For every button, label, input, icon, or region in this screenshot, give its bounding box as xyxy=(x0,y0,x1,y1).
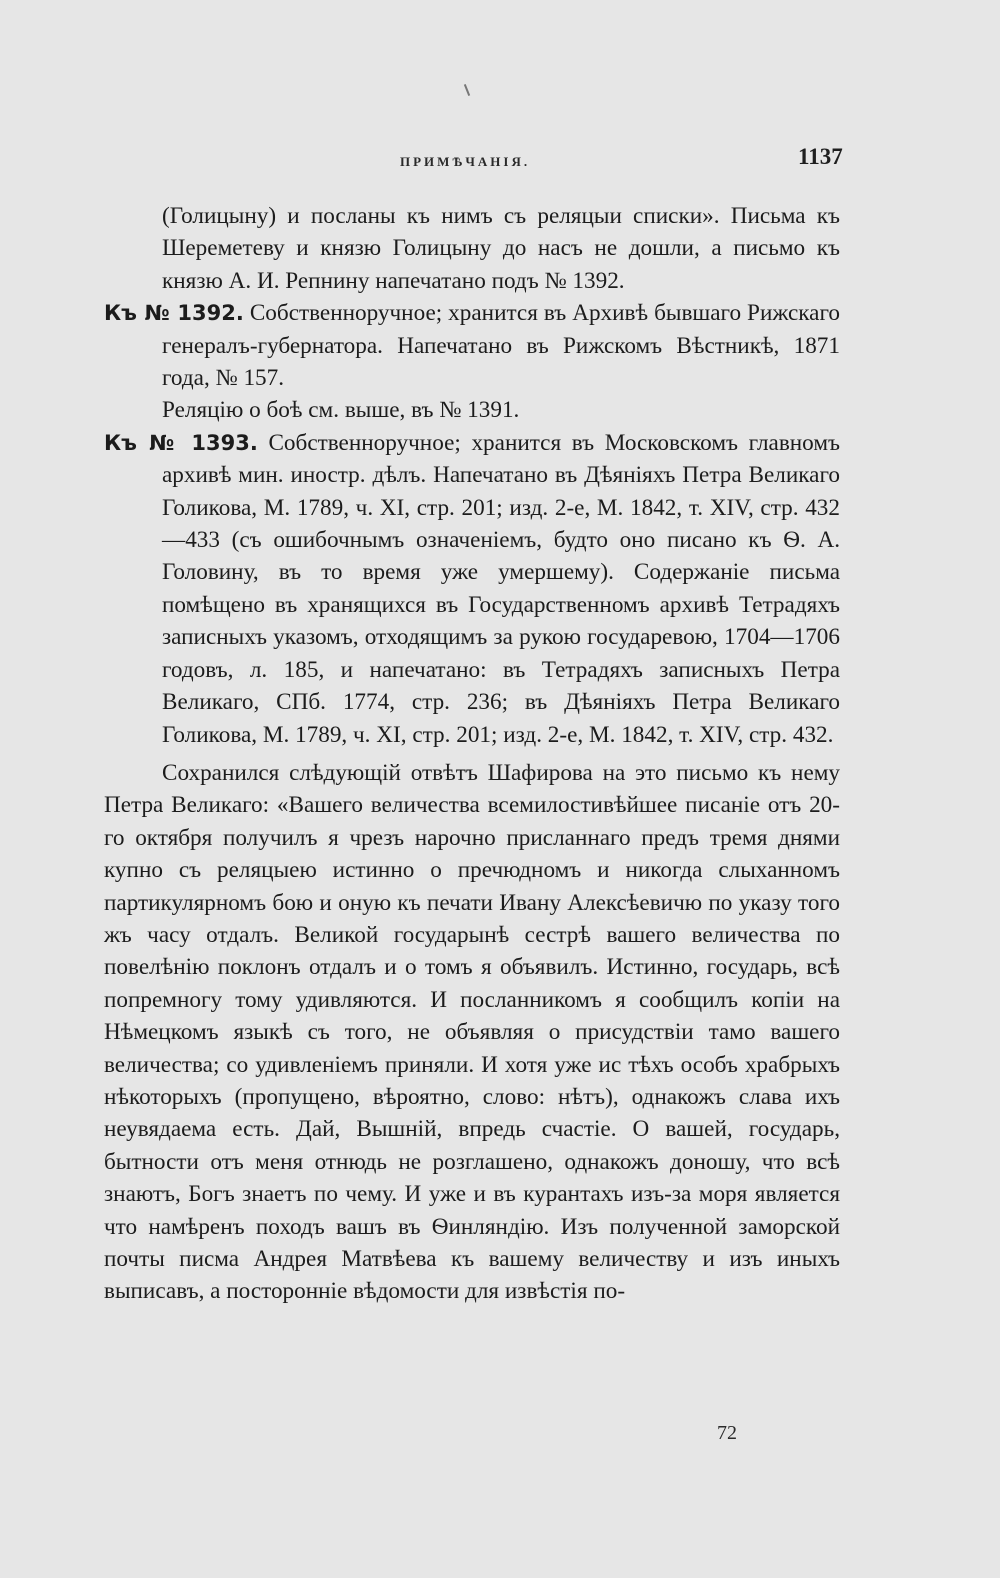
entry-1393 xyxy=(104,427,840,751)
entry-text: Собственноручное; хранится въ Московскомъ главномъ архивѣ мин. иностр. дѣлъ. Напечатано въ Дѣяніяхъ Петра Великаго Голикова, М. 1789, ч. XI, стр. 201; изд. 2-е, М. 1842, т. XIV, стр. 432—433 (съ ошибочнымъ означеніемъ, будто оно писано къ Ѳ. А. Головину, въ то время уже умершему). Содержаніе письма помѣщено въ хранящихся въ Государственномъ архивѣ Тетрадяхъ записныхъ указомъ, отходящимъ за рукою государевою, 1704—1706 годовъ, л. 185, и напечатано: въ Тетрадяхъ записныхъ Петра Великаго, СПб. 1774, стр. 236; въ Дѣяніяхъ Петра Великаго Голикова, М. 1789, ч. XI, стр. 201; изд. 2-е, М. 1842, т. XIV, стр. 432. xyxy=(162,429,840,748)
entry-ref: Къ № 1393. xyxy=(104,430,258,455)
paragraph-relation: Реляцію о боѣ см. выше, въ № 1391. xyxy=(162,397,520,424)
paragraph-shafirov-reply: Сохранился слѣдующій отвѣтъ Шафирова на это письмо къ нему Петра Великаго: «Вашего величества всемилостивѣйшее писаніе отъ 20-го октября получилъ я чрезъ нарочно присланнаго предъ тремя днями купно съ реляцыею истинно о пречюдномъ и никогда слыханномъ партикулярномъ бою и оную къ печати Ивану Алексѣевичю по указу того жъ часу отдалъ. Великой государынѣ сестрѣ вашего величества по повелѣнію поклонъ отдалъ и о томъ я объявилъ. Истинно, государь, всѣ попремногу тому удивляются. И посланникомъ я сообщилъ копіи на Нѣмецкомъ языкѣ съ того, не объявляя о присудствіи тамо вашего величества; со удивленіемъ приняли. И хотя уже ис тѣхъ особъ храбрыхъ нѣкоторыхъ (пропущено, вѣроятно, слово: нѣтъ), однакожъ слава ихъ неувядаема есть. Дай, Вышній, впредь счастіе. О вашей, государь, бытности отъ меня отнюдь не розглашено, однакожъ доношу, что всѣ знаютъ, Богъ знаетъ по чему. И уже и въ курантахъ изъ-за моря является что намѣренъ походъ вашъ въ Ѳинляндію. Изъ полученной заморской почты писма Андрея Матвѣева къ вашему величеству и изъ иныхъ выписавъ, а посторонніе вѣдомости для извѣстія по- xyxy=(104,759,840,1305)
entry-1392 xyxy=(104,297,840,394)
body-text xyxy=(104,200,840,1308)
page-number: 1137 xyxy=(798,144,843,169)
running-header: ПРИМѢЧАНІЯ. xyxy=(400,154,531,169)
scan-mark xyxy=(464,84,470,96)
paragraph-continuation: (Голицыну) и посланы къ нимъ съ реляцыи списки». Письма къ Шереметеву и князю Голицыну до насъ не дошли, а письмо къ князю А. И. Репнину напечатано подъ № 1392. xyxy=(162,203,840,294)
entry-text: Собственноручное; хранится въ Архивѣ бывшаго Рижскаго генералъ-губернатора. Напечатано въ Рижскомъ Вѣстникѣ, 1871 года, № 157. xyxy=(162,300,840,392)
entry-ref: Къ № 1392. xyxy=(104,301,244,326)
printer-signature: 72 xyxy=(717,1422,737,1444)
